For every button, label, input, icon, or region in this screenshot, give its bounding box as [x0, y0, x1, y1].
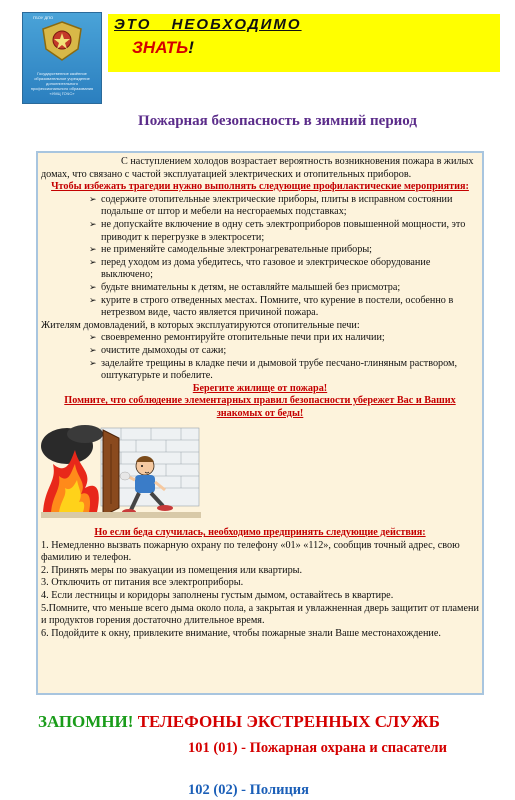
organization-logo: [22, 12, 102, 104]
slogan-remember-rules: Помните, что соблюдение элементарных правил безопасности убережет Вас и Ваших знакомых от беды!: [64, 395, 456, 419]
emblem-icon: [37, 19, 87, 63]
fire-escape-illustration: [41, 424, 201, 518]
fire-service-phone: 101 (01) - Пожарная охрана и спасатели: [188, 740, 447, 756]
page-title: Пожарная безопасность в зимний период: [138, 113, 417, 129]
step-item: 6. Подойдите к окну, привлеките внимание, чтобы пожарные знали Ваше местонахождение.: [41, 627, 441, 639]
slogan-protect-home: Берегите жилище от пожара!: [192, 382, 328, 394]
emergency-phones: [38, 712, 447, 798]
step-item: 5.Помните, что меньше всего дыма около пола, а закрытая и увлажненная дверь защитит от пламени и продуктов горения достаточно длительное время.: [41, 602, 479, 627]
steps-heading: Но если беда случилась, необходимо предпринять следующие действия:: [94, 527, 426, 539]
stove-list: [41, 332, 479, 382]
stove-item: ➢ заделайте трещины в кладке печи и дымовой трубе песчано-глиняным раствором, оштукатурьте и побелите.: [91, 358, 479, 383]
steps-list: [41, 540, 479, 641]
phones-header: [38, 712, 440, 732]
attention-banner: [108, 14, 500, 72]
step-item: 1. Немедленно вызвать пожарную охрану по телефону «01» «112», сообщив точный адрес, свою фамилию и телефон.: [41, 539, 460, 564]
measure-item: ➢ перед уходом из дома убедитесь, что газовое и электрическое оборудование выключено;: [91, 257, 479, 282]
police-phone: 102 (02) - Полиция: [188, 782, 309, 798]
intro-paragraph: С наступлением холодов возрастает вероятность возникновения пожара в жилых домах, что связано с частой эксплуатацией электрических и отопительных приборов.: [41, 156, 474, 180]
stove-item: ➢ очистите дымоходы от сажи;: [91, 345, 479, 358]
banner-line-1: ЭТО НЕОБХОДИМО: [114, 16, 302, 33]
stove-intro: Жителям домовладений, в которых эксплуатируются отопительные печи:: [41, 319, 360, 331]
stove-item: ➢ своевременно ремонтируйте отопительные печи при их наличии;: [91, 332, 479, 345]
measure-item: ➢ курите в строго отведенных местах. Помните, что курение в постели, особенно в нетрезвом виде, часто является причиной пожара.: [91, 295, 479, 320]
measure-item: ➢ не допускайте включение в одну сеть электроприборов повышенной мощности, это приводит к перегрузке в электросети;: [91, 219, 479, 244]
measures-heading: Чтобы избежать трагедии нужно выполнять следующие профилактические мероприятия:: [51, 181, 469, 193]
remember-label: ЗАПОМНИ!: [38, 712, 134, 731]
content-box: [36, 151, 484, 695]
banner-must-know: ЗНАТЬ: [132, 38, 189, 57]
step-item: 2. Принять меры по эвакуации из помещения или квартиры.: [41, 564, 303, 576]
step-item: 4. Если лестницы и коридоры заполнены густым дымом, оставайтесь в квартире.: [41, 590, 394, 602]
measure-item: ➢ будьте внимательны к детям, не оставляйте малышей без присмотра;: [91, 282, 479, 295]
measure-item: ➢ не применяйте самодельные электронагревательные приборы;: [91, 244, 479, 257]
logo-caption: Государственное казённое образовательное учреждение дополнительного профессионального образования «УМЦ ГОЧС»: [30, 71, 94, 96]
phones-title: ТЕЛЕФОНЫ ЭКСТРЕННЫХ СЛУЖБ: [137, 712, 440, 731]
logo-top-text: ГБОУ ДПО: [33, 15, 54, 20]
measures-list: [41, 194, 479, 320]
banner-exclamation: !: [188, 38, 194, 57]
step-item: 3. Отключить от питания все электроприборы.: [41, 577, 244, 589]
measure-item: ➢ содержите отопительные электрические приборы, плиты в исправном состоянии подальше от штор и мебели на несгораемых подставках;: [91, 194, 479, 219]
banner-line-2: [132, 38, 194, 58]
